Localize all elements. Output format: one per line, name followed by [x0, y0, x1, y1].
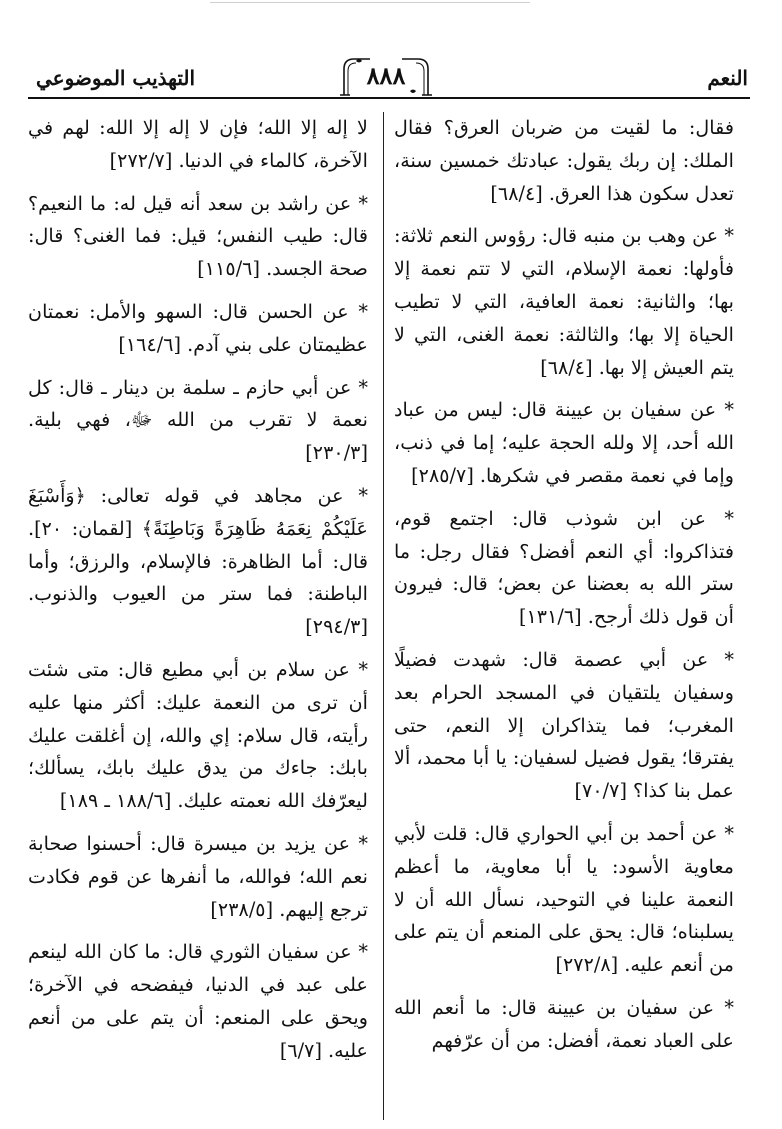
header-rule: [28, 97, 750, 99]
paragraph: * عن وهب بن منبه قال: رؤوس النعم ثلاثة: فأولها: نعمة الإسلام، التي لا تتم نعمة إلا بها؛ والثانية: نعمة العافية، التي لا تطيب الحياة إلا بها؛ والثالثة: نعمة الغنى، التي لا يتم العيش إلا بها. [٦٨/٤]: [394, 224, 734, 379]
paragraph: * عن راشد بن سعد أنه قيل له: ما النعيم؟ قال: طيب النفس؛ قيل: فما الغنى؟ قال: صحة الجسد. [١١٥/٦]: [28, 191, 368, 281]
page-number: ٨٨٨: [366, 61, 406, 90]
paragraph: * عن أبي عصمة قال: شهدت فضيلًا وسفيان يلتقيان في المسجد الحرام بعد المغرب؛ فما يتذاكران إلا النعم، حتى يفترقا؛ يقول فضيل لسفيان: يا أبا محمد، ألا عمل بنا كذا؟ [٧٠/٧]: [394, 647, 734, 803]
right-column: [394, 112, 734, 1058]
paragraph: * عن سفيان بن عيينة قال: ليس من عباد الله أحد، إلا ولله الحجة عليه؛ إما في ذنب، وإما في نعمة مقصر في شكرها. [٢٨٥/٧]: [394, 398, 734, 487]
column-divider: [383, 112, 384, 1120]
top-rule: [210, 2, 530, 3]
paragraph: * عن أحمد بن أبي الحواري قال: قلت لأبي معاوية الأسود: يا أبا معاوية، ما أعظم النعمة علينا في التوحيد، نسأل الله أن لا يسلبناه؛ قال: يحق على المنعم أن يتم على من أنعم عليه. [٢٧٢/٨]: [394, 821, 734, 977]
left-column: [28, 112, 368, 1068]
paragraph: * عن سفيان الثوري قال: ما كان الله لينعم على عبد في الدنيا، فيفضحه في الآخرة؛ ويحق على المنعم: أن يتم على من أنعم عليه. [٦/٧]: [28, 940, 368, 1062]
paragraph: * عن سفيان بن عيينة قال: ما أنعم الله على العباد نعمة، أفضل: من أن عرّفهم: [394, 995, 734, 1052]
page-header: [0, 0, 782, 110]
paragraph: * عن ابن شوذب قال: اجتمع قوم، فتذاكروا: أي النعم أفضل؟ فقال رجل: ما ستر الله به بعضنا عن بعض؛ قال: فيرون أن قول ذلك أرجح. [١٣١/٦]: [394, 506, 734, 629]
page-number-frame: [340, 55, 432, 95]
paragraph: * عن مجاهد في قوله تعالى: ﴿وَأَسْبَغَ عَلَيْكُمْ نِعَمَهُ ظَاهِرَةً وَبَاطِنَةً﴾ [لقمان: ٢٠]. قال: أما الظاهرة: فالإسلام، والرزق؛ وأما الباطنة: فما ستر من العيوب والذنوب. [٢٩٤/٣]: [28, 483, 368, 639]
paragraph: فقال: ما لقيت من ضربان العرق؟ فقال الملك: إن ربك يقول: عبادتك خمسين سنة، تعدل سكون هذا العرق. [٦٨/٤]: [394, 116, 734, 205]
paragraph: * عن سلام بن أبي مطيع قال: متى شئت أن ترى من النعمة عليك: أكثر منها عليه رأيته، قال سلام: إي والله، إن أغلقت عليك بابك: جاءك من يدق عليك بابك، يسألك؛ ليعرّفك الله نعمته عليك. [١٨٨/٦ ـ ١٨٩]: [28, 657, 368, 813]
paragraph: * عن الحسن قال: السهو والأمل: نعمتان عظيمتان على بني آدم. [١٦٤/٦]: [28, 299, 368, 356]
book-title: التهذيب الموضوعي: [36, 66, 196, 90]
paragraph: لا إله إلا الله؛ فإن لا إله إلا الله: لهم في الآخرة، كالماء في الدنيا. [٢٧٢/٧]: [28, 116, 368, 172]
chapter-title: النعم: [707, 66, 748, 90]
paragraph: * عن أبي حازم ـ سلمة بن دينار ـ قال: كل نعمة لا تقرب من الله ﷻ، فهي بلية. [٢٣٠/٣]: [28, 375, 368, 465]
paragraph: * عن يزيد بن ميسرة قال: أحسنوا صحابة نعم الله؛ فوالله، ما أنفرها عن قوم فكادت ترجع إليهم. [٢٣٨/٥]: [28, 831, 368, 921]
